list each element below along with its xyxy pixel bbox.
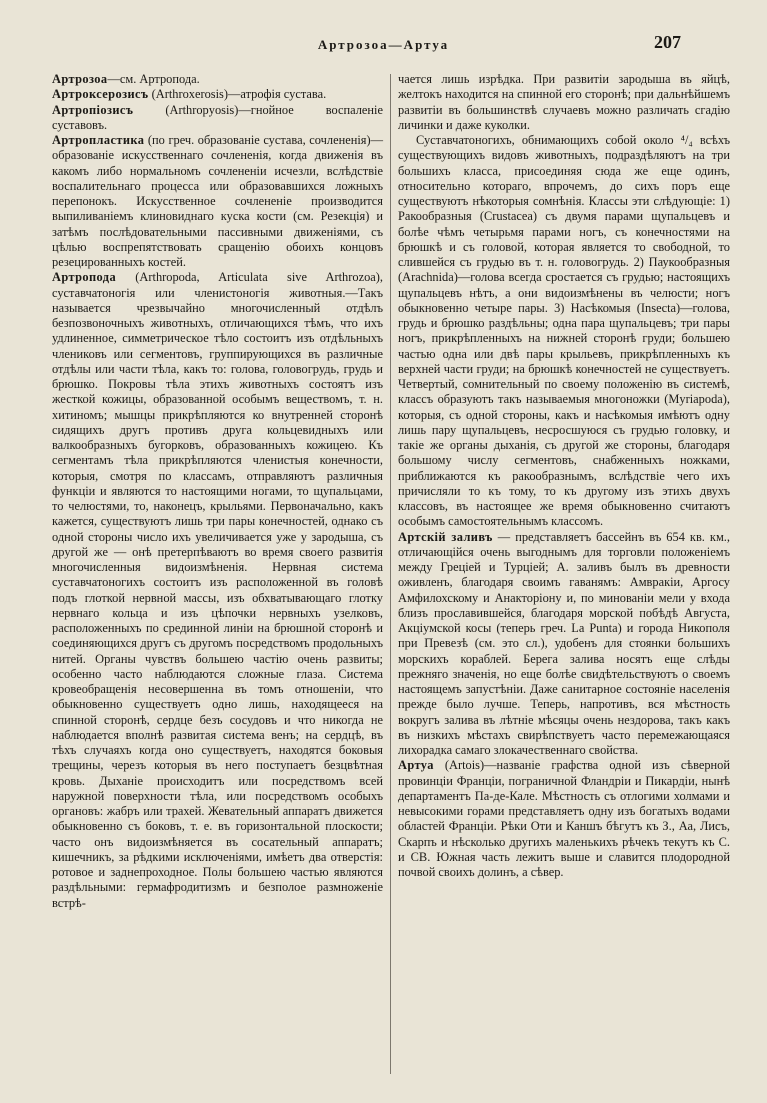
entry-headword: Артропластика <box>52 133 145 147</box>
left-column <box>52 72 383 911</box>
entry-text: чается лишь изрѣдка. При развитіи зародыша въ яйцѣ, желтокъ находится на спинной его сторонѣ; при дальнѣйшемъ развитіи въ большинствѣ случаевъ можно различать сгадію личинки и даже куколки. <box>398 72 730 132</box>
entry-text: Суставчатоногихъ, обнимающихъ собой около ⁴/₄ всѣхъ существующихъ видовъ животныхъ, подраздѣляютъ на три большихъ класса, присоединяя сюда же еще одинъ, относительно котораго, впрочемъ, до сихъ поръ еще существуютъ нѣкоторыя сомнѣнія. Классы эти слѣдующіе: 1) Ракообразныя (Crustacea) съ двумя парами щупальцевъ и болѣе чѣмъ четырьмя парами ногъ, съ конечностями на брюшкѣ и съ головой, которая является то свободной, то слившейся съ грудью въ т. н. головогрудь. 2) Паукообразныя (Arachnida)—голова всегда сростается съ грудью; настоящихъ щупальцевъ нѣтъ, а они видоизмѣнены въ челюсти; ногъ обыкновенно четыре пары. 3) Насѣкомыя (Insecta)—голова, грудь и брюшко раздѣльны; одна пара щупальцевъ; три пары ногъ, прикрѣпленныхъ на нижней сторонѣ груди; большею частью одна или двѣ пары крыльевъ, прикрѣпленныхъ къ верхней части груди; на брюшкѣ конечностей не существуетъ. Четвертый, сомнительный по своему положенію въ системѣ, классъ образуютъ такъ называемыя многоножки (Myriapoda), которыя, съ одной стороны, какъ и насѣкомыя имѣютъ одну лишь пару щупальцевъ, несросшуюся съ грудью головку, и такіе же органы дыханія, съ другой же стороны, благодаря большому числу сегментовъ, снабженныхъ ножками, приближаются къ ракообразнымъ, вслѣдствіе чего ихъ причисляли то къ тому, то къ другому изъ этихъ двухъ классовъ, въ настоящее же время обыкновенно считаютъ особымъ самостоятельнымъ классомъ. <box>398 133 730 529</box>
page-number: 207 <box>654 32 681 52</box>
entry <box>52 103 383 134</box>
right-column <box>398 72 730 880</box>
paragraph <box>398 133 730 530</box>
entry-headword: Артропода <box>52 270 117 285</box>
entry <box>52 133 383 270</box>
entry-text: (по греч. образованіе сустава, сочлененія)—образованіе искусственнаго сочлененія, когда движенія въ какомъ либо нормальномъ сочлененіи исчезли, вслѣдствіе воспалительнаго процесса или образовавшихся ложныхъ перепонокъ. Искусственное сочлененіе производится выпиливаніемъ клиновиднаго куска кости (см. Резекція) и затѣмъ послѣдовательными пассивными движеніями, съ цѣлью воспрепятствовать сращенію обоихъ концовъ резецированныхъ костей. <box>52 133 383 269</box>
entry-headword: Артрозоа <box>52 72 108 86</box>
entry-headword: Артуа <box>398 758 434 773</box>
entry-headword: Артроксерозисъ <box>52 87 149 102</box>
entry-text: (Artois)—названіе графства одной изъ сѣверной провинціи Франціи, пограничной Фландріи и Пикардіи, нынѣ департаментъ Па-де-Кале. Мѣстность съ отлогими холмами и невысокими горами представляетъ одну изъ богатыхъ водами областей Франціи. Рѣки Оти и Каншъ бѣгутъ къ З., Аа, Лисъ, Скарпъ и нѣсколько другихъ маленькихъ рѣчекъ текутъ къ С. и СВ. Южная часть лежитъ выше и славится плодородной почвой своихъ долинъ, а сѣвер. <box>398 758 730 879</box>
entry <box>398 758 730 880</box>
column-divider <box>390 74 391 1074</box>
entry-text: — представляетъ бассейнъ въ 654 кв. км., отличающійся очень выгоднымъ для торговли положеніемъ между Греціей и Турціей; А. заливъ былъ въ древности оживленъ, благодаря своимъ гаванямъ: Амвракіи, Аргосу Амфилохскому и Анакторіону и, по минованіи мели у входа близъ прославившейся, благодаря морской побѣдѣ Августа, Акціумской косы (теперь греч. La Punta) и города Никополя при Превезѣ (см. это сл.), удобенъ для стоянки большихъ морскихъ кораблей. Берега залива носятъ еще слѣды прежняго значенія, но еще болѣе свидѣтельствуютъ о своемъ настоящемъ запустѣніи. Даже санитарное состояніе населенія прежде было лучше. Теперь, напротивъ, вся мѣстность вокругъ залива въ лѣтніе мѣсяцы очень нездорова, такъ какъ въ низкихъ мѣстахъ свирѣпствуетъ часто перемежающаяся лихорадка самаго злокачественнаго свойства. <box>398 529 730 757</box>
entry <box>52 270 383 911</box>
entry <box>52 72 383 87</box>
entry-text: (Arthropyosis)—гнойное воспаленіе суставовъ. <box>52 102 383 132</box>
page-header <box>0 32 767 58</box>
entry <box>52 87 383 102</box>
entry-text: (Arthroxerosis)—атрофія сустава. <box>148 87 327 102</box>
entry-text: —см. Артропода. <box>107 72 200 86</box>
entry-headword: Артропіозисъ <box>52 102 134 117</box>
running-head: Артрозоа—Артуа <box>317 37 450 52</box>
entry-continuation <box>398 72 730 133</box>
entry <box>398 530 730 759</box>
entry-text: (Arthropoda, Articulata sive Arthrozoa), суставчатоногія или членистоногія животныя.—Такъ называется чрезвычайно многочисленный отдѣлъ безпозвоночныхъ животныхъ, отличающихся тѣмъ, что ихъ удлиненное, симметрическое тѣло состоитъ изъ отдѣльныхъ члениковъ или сегментовъ, группирующихся въ различные отдѣлы или части тѣла, какъ то: голова, головогрудь, грудь и брюшко. Покровы тѣла этихъ животныхъ состоятъ изъ жесткой кожицы, образованной особымъ веществомъ, т. н. хитиномъ; мышцы прикрѣпляются ко внутренней сторонѣ сидящихъ другъ противъ друга кольцевидныхъ или валкообразныхъ бугорковъ, образованныхъ кожицею. Къ сегментамъ тѣла прикрѣпляются членистыя конечности, которыя, смотря по классамъ, отправляютъ различныя функціи и являются то настоящими ногами, то щупальцами, то челюстями, то, наконецъ, крыльями. Первоначально, какъ кажется, существуютъ лишь три пары конечностей, однако съ одной стороны число ихъ увеличивается уже у зародыша, съ другой же — онѣ претерпѣваютъ во время своего развитія многочисленныя видоизмѣненія. Нервная система суставчатоногихъ состоитъ изъ расположенной въ головѣ подъ глоткой нервной массы, изъ обхватывающаго глотку нервнаго кольца и изъ цѣпочки нервныхъ узелковъ, расположенныхъ по срединной линіи на брюшной сторонѣ и соединяющихся другъ съ другомъ посредствомъ продольныхъ нитей. Органы чувствъ большею частію очень развиты; особенно часто наблюдаются сложные глаза. Система кровеобращенія несовершенна въ томъ отношеніи, что обыкновенно существуетъ одно лишь, находящееся на спинной сторонѣ, сердце безъ сосудовъ и что никогда не наблюдается вполнѣ развитая система венъ; на сердцѣ, въ тѣхъ случаяхъ когда оно существуетъ, находятся боковыя трещины, черезъ которыя въ него поступаетъ безцвѣтная кровь. Дыханіе происходитъ или посредствомъ всей наружной поверхности тѣла, или посредствомъ особыхъ органовъ: жабръ или трахей. Жевательный аппаратъ движется обыкновенно съ боковъ, т. е. въ горизонтальной плоскости; часто онъ видоизмѣняется въ сосательный аппаратъ; кишечникъ, за рѣдкими исключеніями, имѣетъ два отверстія: ротовое и заднепроходное. Полы большею частью являются раздѣльными: гермафродитизмъ и безполое размноженіе встрѣ- <box>52 270 383 910</box>
entry-headword: Артскій заливъ <box>398 529 493 544</box>
